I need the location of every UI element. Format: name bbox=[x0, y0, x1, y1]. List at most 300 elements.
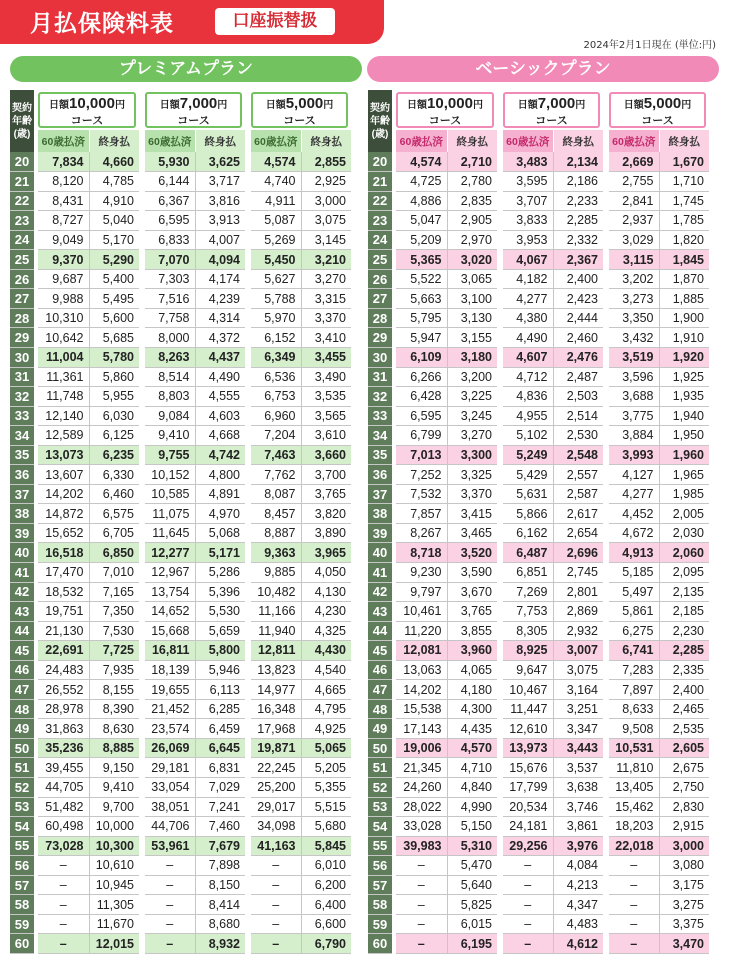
age-cell: 57 bbox=[368, 875, 394, 895]
premium-cell: 6,790 bbox=[301, 934, 354, 954]
premium-cell: 14,202 bbox=[394, 680, 447, 700]
premium-cell: 7,303 bbox=[142, 269, 195, 289]
premium-cell: 24,181 bbox=[500, 817, 553, 837]
premium-cell: 3,145 bbox=[301, 230, 354, 250]
premium-cell: 8,885 bbox=[89, 738, 142, 758]
table-row bbox=[368, 680, 712, 700]
age-cell: 51 bbox=[10, 758, 36, 778]
premium-cell: 13,073 bbox=[36, 445, 89, 465]
premium-cell: 6,753 bbox=[248, 387, 301, 407]
premium-cell: 4,325 bbox=[301, 621, 354, 641]
premium-cell: 7,283 bbox=[606, 660, 659, 680]
premium-cell: 3,200 bbox=[447, 367, 500, 387]
premium-cell: 6,831 bbox=[195, 758, 248, 778]
premium-cell: 2,557 bbox=[553, 465, 606, 485]
premium-cell: 10,300 bbox=[89, 836, 142, 856]
age-cell: 20 bbox=[10, 152, 36, 172]
premium-cell: 3,000 bbox=[301, 191, 354, 211]
premium-cell: 7,516 bbox=[142, 289, 195, 309]
premium-cell: 3,470 bbox=[659, 934, 712, 954]
premium-cell: 4,574 bbox=[394, 152, 447, 172]
premium-cell: 4,435 bbox=[447, 719, 500, 739]
premium-cell: 3,595 bbox=[500, 172, 553, 192]
premium-cell: – bbox=[500, 895, 553, 915]
premium-cell: – bbox=[500, 934, 553, 954]
premium-cell: 12,589 bbox=[36, 426, 89, 446]
table-row bbox=[368, 484, 712, 504]
age-cell: 40 bbox=[368, 543, 394, 563]
age-cell: 54 bbox=[10, 817, 36, 837]
premium-cell: 2,855 bbox=[301, 152, 354, 172]
premium-cell: 3,590 bbox=[447, 562, 500, 582]
table-row bbox=[10, 269, 354, 289]
sub-header-lifetime: 終身払 bbox=[659, 130, 712, 152]
premium-cell: 1,885 bbox=[659, 289, 712, 309]
premium-cell: 17,799 bbox=[500, 778, 553, 798]
premium-cell: 10,000 bbox=[89, 817, 142, 837]
table-row bbox=[10, 562, 354, 582]
premium-cell: 11,670 bbox=[89, 914, 142, 934]
premium-cell: 28,022 bbox=[394, 797, 447, 817]
premium-cell: 3,820 bbox=[301, 504, 354, 524]
premium-cell: 1,950 bbox=[659, 426, 712, 446]
premium-cell: 5,866 bbox=[500, 504, 553, 524]
premium-cell: 2,285 bbox=[553, 211, 606, 231]
premium-cell: 2,937 bbox=[606, 211, 659, 231]
premium-cell: 1,845 bbox=[659, 250, 712, 270]
age-cell: 28 bbox=[10, 308, 36, 328]
premium-cell: 5,185 bbox=[606, 562, 659, 582]
premium-cell: 15,538 bbox=[394, 699, 447, 719]
table-row bbox=[368, 211, 712, 231]
premium-cell: 3,325 bbox=[447, 465, 500, 485]
premium-cell: 5,495 bbox=[89, 289, 142, 309]
course-header bbox=[500, 90, 606, 130]
premium-cell: 3,273 bbox=[606, 289, 659, 309]
premium-cell: 29,256 bbox=[500, 836, 553, 856]
premium-cell: 3,251 bbox=[553, 699, 606, 719]
age-cell: 50 bbox=[368, 738, 394, 758]
age-cell: 24 bbox=[10, 230, 36, 250]
premium-cell: – bbox=[36, 875, 89, 895]
premium-cell: 5,249 bbox=[500, 445, 553, 465]
premium-cell: 3,717 bbox=[195, 172, 248, 192]
premium-cell: 7,241 bbox=[195, 797, 248, 817]
premium-cell: 2,745 bbox=[553, 562, 606, 582]
premium-cell: 26,069 bbox=[142, 738, 195, 758]
table-row bbox=[10, 895, 354, 915]
premium-cell: 8,267 bbox=[394, 523, 447, 543]
age-cell: 20 bbox=[368, 152, 394, 172]
premium-cell: 7,165 bbox=[89, 582, 142, 602]
premium-cell: 23,574 bbox=[142, 719, 195, 739]
premium-cell: – bbox=[248, 914, 301, 934]
premium-cell: 6,595 bbox=[394, 406, 447, 426]
premium-cell: 4,990 bbox=[447, 797, 500, 817]
premium-cell: 8,305 bbox=[500, 621, 553, 641]
premium-cell: 14,652 bbox=[142, 602, 195, 622]
premium-cell: 7,530 bbox=[89, 621, 142, 641]
premium-cell: 3,976 bbox=[553, 836, 606, 856]
premium-cell: 4,007 bbox=[195, 230, 248, 250]
premium-cell: 5,685 bbox=[89, 328, 142, 348]
table-row bbox=[10, 523, 354, 543]
premium-cell: 6,200 bbox=[301, 875, 354, 895]
course-box bbox=[396, 92, 494, 128]
premium-cell: 24,483 bbox=[36, 660, 89, 680]
premium-cell: 11,810 bbox=[606, 758, 659, 778]
premium-cell: 1,920 bbox=[659, 347, 712, 367]
premium-cell: 12,081 bbox=[394, 641, 447, 661]
premium-cell: 4,836 bbox=[500, 387, 553, 407]
premium-cell: 5,947 bbox=[394, 328, 447, 348]
premium-cell: – bbox=[248, 934, 301, 954]
course-word: コース bbox=[177, 115, 210, 127]
premium-cell: 3,347 bbox=[553, 719, 606, 739]
age-cell: 46 bbox=[10, 660, 36, 680]
premium-cell: 4,555 bbox=[195, 387, 248, 407]
premium-cell: 3,861 bbox=[553, 817, 606, 837]
premium-cell: 2,669 bbox=[606, 152, 659, 172]
course-box bbox=[609, 92, 706, 128]
premium-cell: 10,531 bbox=[606, 738, 659, 758]
sub-header-lifetime: 終身払 bbox=[553, 130, 606, 152]
premium-cell: 3,000 bbox=[659, 836, 712, 856]
premium-cell: – bbox=[606, 856, 659, 876]
premium-cell: 7,753 bbox=[500, 602, 553, 622]
premium-cell: 2,780 bbox=[447, 172, 500, 192]
table-row bbox=[10, 484, 354, 504]
table-row bbox=[10, 875, 354, 895]
premium-cell: 3,202 bbox=[606, 269, 659, 289]
table-row bbox=[10, 406, 354, 426]
age-cell: 52 bbox=[10, 778, 36, 798]
premium-cell: 6,162 bbox=[500, 523, 553, 543]
age-cell: 35 bbox=[10, 445, 36, 465]
premium-cell: 5,515 bbox=[301, 797, 354, 817]
premium-cell: 4,065 bbox=[447, 660, 500, 680]
premium-cell: 3,816 bbox=[195, 191, 248, 211]
age-cell: 45 bbox=[10, 641, 36, 661]
premium-cell: 4,574 bbox=[248, 152, 301, 172]
age-cell: 44 bbox=[368, 621, 394, 641]
age-cell: 38 bbox=[368, 504, 394, 524]
premium-cell: 3,953 bbox=[500, 230, 553, 250]
premium-cell: 7,070 bbox=[142, 250, 195, 270]
table-row bbox=[10, 172, 354, 192]
premium-cell: – bbox=[142, 934, 195, 954]
age-cell: 27 bbox=[368, 289, 394, 309]
premium-cell: 7,532 bbox=[394, 484, 447, 504]
age-cell: 29 bbox=[368, 328, 394, 348]
premium-cell: – bbox=[394, 875, 447, 895]
premium-cell: 1,965 bbox=[659, 465, 712, 485]
table-row bbox=[368, 914, 712, 934]
table-row bbox=[10, 328, 354, 348]
premium-cell: 6,400 bbox=[301, 895, 354, 915]
table-row bbox=[368, 758, 712, 778]
yen-unit: 円 bbox=[114, 100, 125, 111]
premium-cell: 12,610 bbox=[500, 719, 553, 739]
premium-cell: 19,655 bbox=[142, 680, 195, 700]
premium-cell: 2,535 bbox=[659, 719, 712, 739]
course-box bbox=[503, 92, 600, 128]
premium-cell: 7,252 bbox=[394, 465, 447, 485]
premium-cell: 19,006 bbox=[394, 738, 447, 758]
premium-cell: 6,459 bbox=[195, 719, 248, 739]
premium-cell: 3,432 bbox=[606, 328, 659, 348]
age-cell: 59 bbox=[368, 914, 394, 934]
premium-cell: 9,647 bbox=[500, 660, 553, 680]
premium-cell: 8,925 bbox=[500, 641, 553, 661]
premium-cell: 11,220 bbox=[394, 621, 447, 641]
table-row bbox=[368, 856, 712, 876]
premium-cell: 4,380 bbox=[500, 308, 553, 328]
premium-cell: 29,181 bbox=[142, 758, 195, 778]
premium-cell: 5,930 bbox=[142, 152, 195, 172]
table-row bbox=[10, 289, 354, 309]
premium-cell: 5,946 bbox=[195, 660, 248, 680]
age-cell: 54 bbox=[368, 817, 394, 837]
age-cell: 39 bbox=[368, 523, 394, 543]
premium-plan-header: プレミアムプラン bbox=[10, 56, 362, 82]
age-header-line: 年齢 bbox=[12, 115, 32, 127]
premium-cell: 9,988 bbox=[36, 289, 89, 309]
premium-cell: 8,727 bbox=[36, 211, 89, 231]
premium-cell: 4,570 bbox=[447, 738, 500, 758]
premium-cell: 8,263 bbox=[142, 347, 195, 367]
premium-cell: – bbox=[142, 914, 195, 934]
age-cell: 39 bbox=[10, 523, 36, 543]
premium-cell: 2,830 bbox=[659, 797, 712, 817]
table-row bbox=[10, 602, 354, 622]
age-cell: 34 bbox=[10, 426, 36, 446]
premium-cell: 9,687 bbox=[36, 269, 89, 289]
table-row bbox=[368, 602, 712, 622]
premium-cell: – bbox=[606, 914, 659, 934]
premium-cell: – bbox=[606, 875, 659, 895]
age-cell: 22 bbox=[368, 191, 394, 211]
age-cell: 60 bbox=[368, 934, 394, 954]
course-header bbox=[606, 90, 712, 130]
premium-cell: 5,955 bbox=[89, 387, 142, 407]
daily-prefix: 日額 bbox=[159, 100, 180, 111]
table-row bbox=[368, 621, 712, 641]
premium-cell: 4,925 bbox=[301, 719, 354, 739]
premium-cell: 4,612 bbox=[553, 934, 606, 954]
premium-cell: 14,872 bbox=[36, 504, 89, 524]
table-row bbox=[10, 445, 354, 465]
premium-cell: 60,498 bbox=[36, 817, 89, 837]
yen-unit: 円 bbox=[575, 100, 586, 111]
premium-cell: 3,660 bbox=[301, 445, 354, 465]
table-row bbox=[10, 738, 354, 758]
table-row bbox=[368, 523, 712, 543]
yen-unit: 円 bbox=[472, 100, 483, 111]
premium-cell: 4,886 bbox=[394, 191, 447, 211]
premium-cell: 22,245 bbox=[248, 758, 301, 778]
premium-cell: 10,482 bbox=[248, 582, 301, 602]
table-row bbox=[368, 778, 712, 798]
sub-header-paid60: 60歳払済 bbox=[606, 130, 659, 152]
premium-cell: 3,965 bbox=[301, 543, 354, 563]
premium-cell: 12,967 bbox=[142, 562, 195, 582]
premium-cell: 9,410 bbox=[89, 778, 142, 798]
premium-cell: 33,054 bbox=[142, 778, 195, 798]
sub-header-paid60: 60歳払済 bbox=[394, 130, 447, 152]
premium-cell: 8,514 bbox=[142, 367, 195, 387]
premium-cell: – bbox=[36, 895, 89, 915]
premium-cell: 5,286 bbox=[195, 562, 248, 582]
premium-cell: 4,607 bbox=[500, 347, 553, 367]
premium-cell: 20,534 bbox=[500, 797, 553, 817]
premium-cell: 4,603 bbox=[195, 406, 248, 426]
age-cell: 42 bbox=[368, 582, 394, 602]
premium-cell: 2,465 bbox=[659, 699, 712, 719]
age-cell: 27 bbox=[10, 289, 36, 309]
premium-cell: 6,266 bbox=[394, 367, 447, 387]
premium-cell: 10,945 bbox=[89, 875, 142, 895]
basic-plan-table bbox=[368, 90, 715, 954]
premium-cell: 3,960 bbox=[447, 641, 500, 661]
premium-cell: 9,508 bbox=[606, 719, 659, 739]
premium-cell: 5,522 bbox=[394, 269, 447, 289]
daily-prefix: 日額 bbox=[49, 100, 70, 111]
age-header-line: 年齢 bbox=[370, 115, 390, 127]
premium-cell: 6,645 bbox=[195, 738, 248, 758]
payment-method-badge: 口座振替扱 bbox=[215, 8, 335, 35]
premium-cell: 2,835 bbox=[447, 191, 500, 211]
premium-cell: – bbox=[394, 895, 447, 915]
premium-cell: 1,910 bbox=[659, 328, 712, 348]
yen-unit: 円 bbox=[217, 100, 228, 111]
table-row bbox=[10, 797, 354, 817]
table-row bbox=[10, 152, 354, 172]
premium-cell: 6,349 bbox=[248, 347, 301, 367]
premium-cell: 14,977 bbox=[248, 680, 301, 700]
premium-cell: 9,797 bbox=[394, 582, 447, 602]
premium-cell: 3,164 bbox=[553, 680, 606, 700]
premium-cell: 7,935 bbox=[89, 660, 142, 680]
premium-cell: 1,670 bbox=[659, 152, 712, 172]
premium-cell: 5,659 bbox=[195, 621, 248, 641]
table-row bbox=[368, 308, 712, 328]
premium-cell: 4,230 bbox=[301, 602, 354, 622]
premium-cell: 53,961 bbox=[142, 836, 195, 856]
table-row bbox=[10, 719, 354, 739]
premium-cell: 8,155 bbox=[89, 680, 142, 700]
table-row bbox=[10, 504, 354, 524]
premium-cell: 3,270 bbox=[301, 269, 354, 289]
premium-cell: 3,175 bbox=[659, 875, 712, 895]
premium-cell: 3,993 bbox=[606, 445, 659, 465]
table-row bbox=[10, 680, 354, 700]
premium-cell: 3,565 bbox=[301, 406, 354, 426]
premium-cell: 2,696 bbox=[553, 543, 606, 563]
age-cell: 51 bbox=[368, 758, 394, 778]
premium-cell: 3,775 bbox=[606, 406, 659, 426]
premium-cell: 6,010 bbox=[301, 856, 354, 876]
premium-cell: 11,645 bbox=[142, 523, 195, 543]
premium-cell: 4,660 bbox=[89, 152, 142, 172]
premium-cell: 8,932 bbox=[195, 934, 248, 954]
age-cell: 29 bbox=[10, 328, 36, 348]
premium-cell: 3,700 bbox=[301, 465, 354, 485]
premium-cell: 6,152 bbox=[248, 328, 301, 348]
premium-cell: 5,355 bbox=[301, 778, 354, 798]
premium-cell: 11,166 bbox=[248, 602, 301, 622]
premium-cell: 8,120 bbox=[36, 172, 89, 192]
premium-cell: 2,423 bbox=[553, 289, 606, 309]
table-row bbox=[368, 426, 712, 446]
premium-cell: 4,300 bbox=[447, 699, 500, 719]
title-banner bbox=[0, 0, 384, 44]
age-cell: 25 bbox=[10, 250, 36, 270]
age-cell: 48 bbox=[368, 699, 394, 719]
premium-cell: 22,691 bbox=[36, 641, 89, 661]
premium-cell: 6,799 bbox=[394, 426, 447, 446]
premium-cell: – bbox=[36, 914, 89, 934]
premium-cell: 44,706 bbox=[142, 817, 195, 837]
premium-cell: 10,152 bbox=[142, 465, 195, 485]
age-cell: 43 bbox=[10, 602, 36, 622]
premium-cell: – bbox=[606, 895, 659, 915]
age-header bbox=[368, 90, 394, 152]
premium-cell: 4,955 bbox=[500, 406, 553, 426]
table-row bbox=[368, 172, 712, 192]
premium-cell: 13,973 bbox=[500, 738, 553, 758]
premium-cell: 9,755 bbox=[142, 445, 195, 465]
premium-cell: 7,010 bbox=[89, 562, 142, 582]
premium-cell: 5,680 bbox=[301, 817, 354, 837]
premium-cell: 6,536 bbox=[248, 367, 301, 387]
table-row bbox=[10, 426, 354, 446]
premium-cell: 5,209 bbox=[394, 230, 447, 250]
age-cell: 33 bbox=[10, 406, 36, 426]
age-cell: 58 bbox=[368, 895, 394, 915]
premium-cell: 7,725 bbox=[89, 641, 142, 661]
table-row bbox=[10, 699, 354, 719]
premium-cell: 2,367 bbox=[553, 250, 606, 270]
sub-header-paid60: 60歳払済 bbox=[142, 130, 195, 152]
age-cell: 26 bbox=[10, 269, 36, 289]
premium-cell: 4,840 bbox=[447, 778, 500, 798]
premium-cell: 6,833 bbox=[142, 230, 195, 250]
premium-cell: 8,718 bbox=[394, 543, 447, 563]
premium-cell: 2,400 bbox=[659, 680, 712, 700]
premium-cell: 18,532 bbox=[36, 582, 89, 602]
premium-cell: 5,365 bbox=[394, 250, 447, 270]
table-row bbox=[10, 914, 354, 934]
premium-cell: 12,140 bbox=[36, 406, 89, 426]
table-row bbox=[10, 836, 354, 856]
course-amount: 10,000 bbox=[427, 95, 473, 112]
premium-cell: 7,460 bbox=[195, 817, 248, 837]
premium-cell: 4,710 bbox=[447, 758, 500, 778]
premium-cell: 5,860 bbox=[89, 367, 142, 387]
premium-cell: 3,833 bbox=[500, 211, 553, 231]
premium-cell: 31,863 bbox=[36, 719, 89, 739]
premium-cell: 1,710 bbox=[659, 172, 712, 192]
premium-cell: 2,135 bbox=[659, 582, 712, 602]
premium-cell: 5,600 bbox=[89, 308, 142, 328]
age-cell: 60 bbox=[10, 934, 36, 954]
premium-cell: 3,746 bbox=[553, 797, 606, 817]
premium-cell: 2,514 bbox=[553, 406, 606, 426]
premium-cell: 4,490 bbox=[500, 328, 553, 348]
premium-cell: 1,960 bbox=[659, 445, 712, 465]
premium-cell: 3,115 bbox=[606, 250, 659, 270]
